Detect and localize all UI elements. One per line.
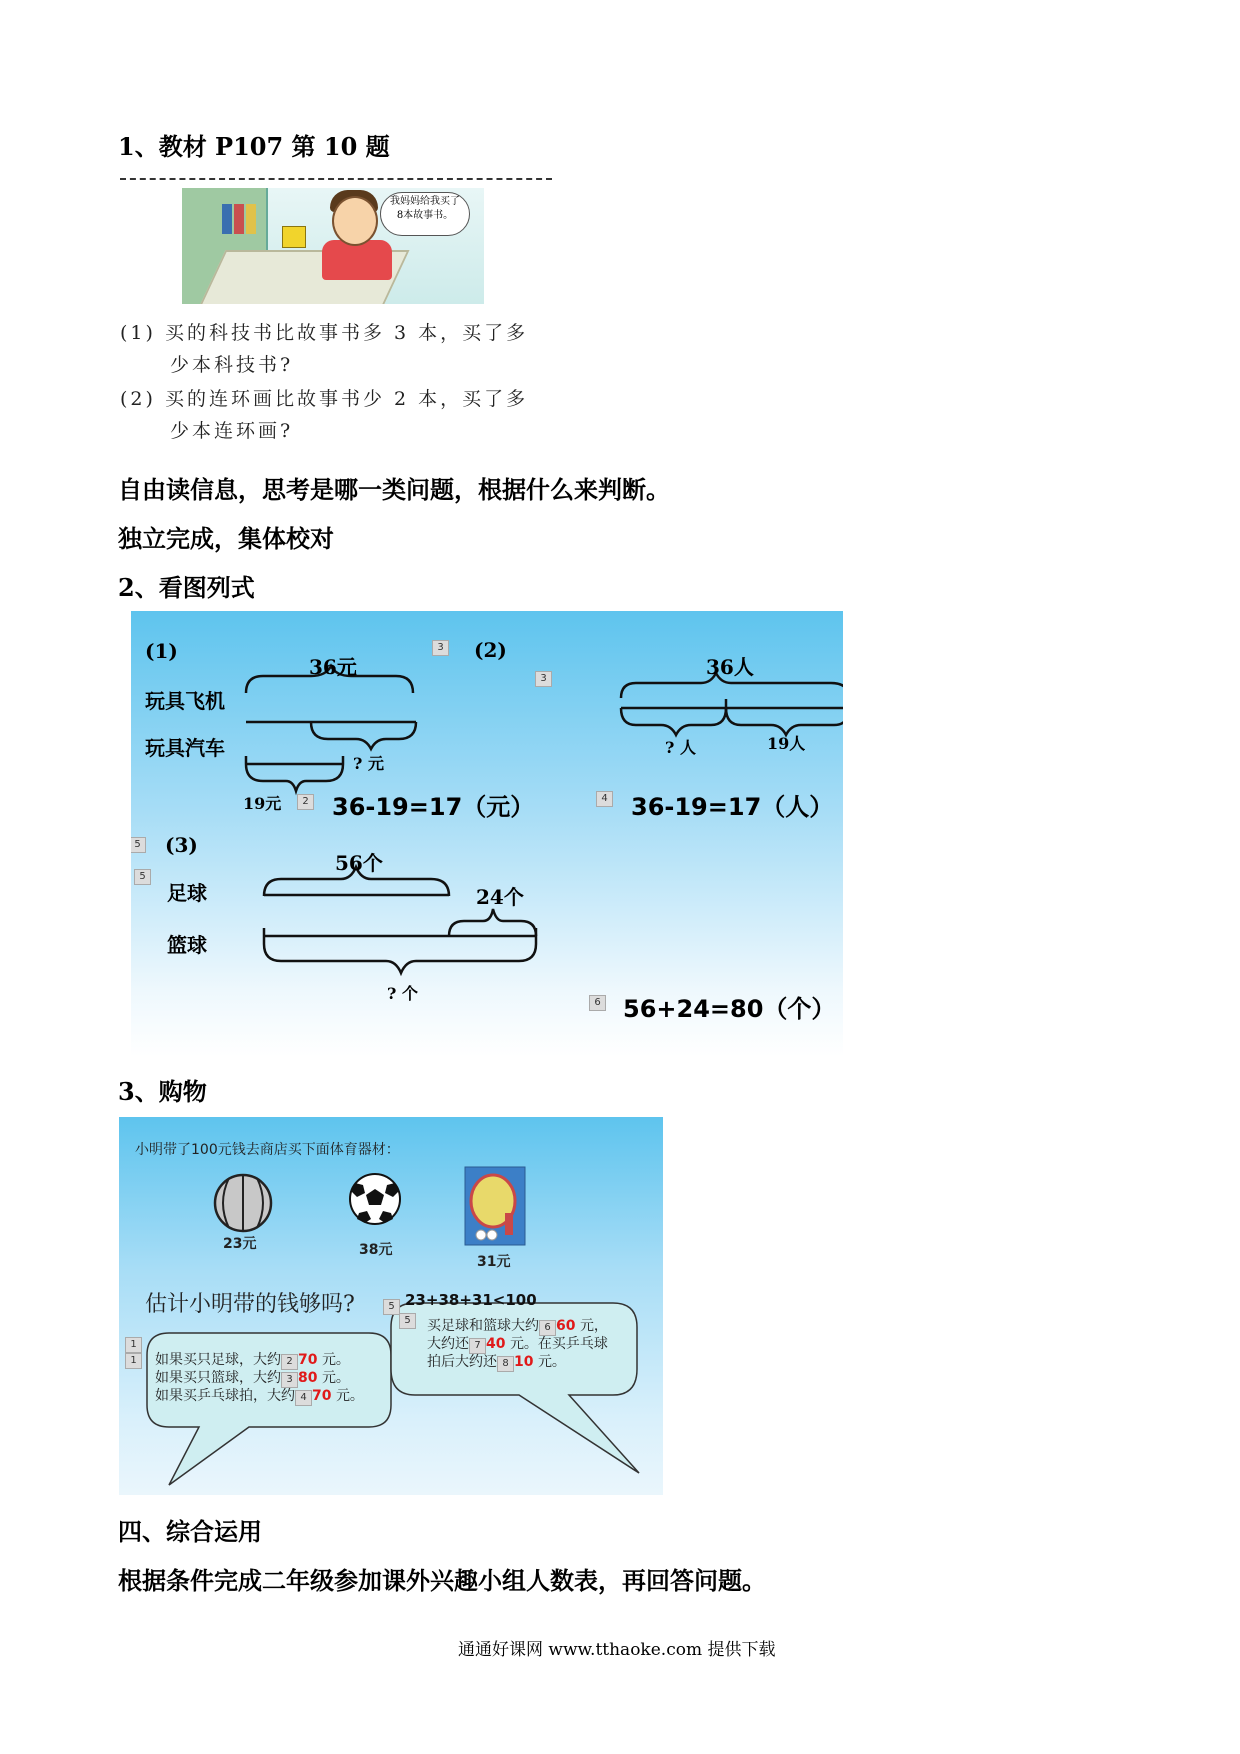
p3-label: (3) — [165, 833, 198, 857]
instruction-read: 自由读信息，思考是哪一类问题，根据什么来判断。 — [118, 475, 670, 504]
p2-total-label: 36人 — [706, 655, 754, 679]
p3-unknown-brace — [264, 944, 536, 973]
boy-face-icon — [332, 196, 378, 246]
paddle-price: 31元 — [477, 1254, 511, 1270]
section-4-title: 四、综合运用 — [118, 1517, 262, 1546]
speech-bubble: 我妈妈给我买了8本故事书。 — [380, 192, 470, 236]
p1-part-label: 19元 — [243, 794, 282, 813]
p1-row-car: 玩具汽车 — [145, 736, 225, 760]
p3-row-basketball: 篮球 — [167, 933, 207, 957]
right-bubble-line-2: 大约还 7 40 元。在买乒乓球 — [427, 1336, 608, 1352]
p1-step-badge: 2 — [297, 794, 314, 810]
p1-unknown-brace — [311, 722, 416, 749]
p3-step-badge-a: 5 — [131, 837, 146, 853]
diagram-figure — [131, 611, 843, 1057]
question-2-line-2: 少本连环画? — [170, 420, 294, 442]
p2-eq-badge: 4 — [596, 791, 613, 807]
p1-equation: 36-19=17（元） — [332, 793, 535, 821]
shopping-figure — [119, 1117, 663, 1495]
section-1-title: 1、教材 P107 第 10 题 — [118, 132, 390, 161]
left-bubble-line-2: 如果买只篮球，大约 3 80 元。 — [155, 1370, 350, 1386]
p2-equation: 36-19=17（人） — [631, 793, 834, 821]
p3-equation: 56+24=80（个） — [623, 995, 836, 1023]
ping-pong-paddle-icon — [465, 1167, 525, 1245]
p2-label: (2) — [474, 638, 507, 662]
p1-unknown-label: ? 元 — [353, 754, 384, 773]
question-2-line-1: (2) 买的连环画比故事书少 2 本，买了多 — [120, 388, 529, 410]
right-bubble-line-3: 拍后大约还 8 10 元。 — [427, 1354, 566, 1370]
boy-at-desk-illustration — [182, 188, 484, 304]
p1-label: (1) — [145, 639, 178, 663]
footer-credit: 通通好课网 www.tthaoke.com 提供下载 — [458, 1640, 776, 1660]
boy-body-icon — [322, 240, 392, 280]
right-bubble-badge-2: 5 — [399, 1313, 416, 1329]
football-price: 38元 — [359, 1242, 393, 1258]
p3-row-football: 足球 — [167, 881, 207, 905]
shopping-caption: 小明带了100元钱去商店买下面体育器材： — [135, 1142, 400, 1158]
section-3-title: 3、购物 — [118, 1077, 207, 1106]
left-bubble-badge-1: 1 — [125, 1337, 142, 1353]
football-icon — [350, 1174, 400, 1224]
p1-part-brace — [246, 764, 343, 791]
p2-step-badge-top: 3 — [432, 640, 449, 656]
left-bubble-badge-2: 1 — [125, 1353, 142, 1369]
p3-eq-badge: 6 — [589, 995, 606, 1011]
estimate-question: 估计小明带的钱够吗? — [145, 1292, 355, 1317]
question-1-line-2: 少本科技书? — [170, 354, 294, 376]
dashed-divider — [120, 178, 552, 180]
right-bubble-badge-1: 5 — [383, 1299, 400, 1315]
p3-part-brace — [449, 909, 536, 936]
p2-unknown-brace — [621, 708, 726, 735]
instruction-table: 根据条件完成二年级参加课外兴趣小组人数表，再回答问题。 — [118, 1566, 766, 1595]
right-bubble-line-1: 买足球和篮球大约 6 60 元， — [427, 1318, 608, 1334]
basketball-icon — [215, 1175, 271, 1231]
p2-part-label: 19人 — [767, 734, 806, 753]
p3-step-badge-b: 5 — [134, 869, 151, 885]
p2-unknown-label: ? 人 — [665, 738, 696, 757]
left-bubble-line-3: 如果买乒乓球拍，大约 4 70 元。 — [155, 1388, 364, 1404]
p1-total-label: 36元 — [309, 655, 357, 679]
p3-unknown-label: ? 个 — [387, 984, 418, 1003]
basketball-price: 23元 — [223, 1236, 257, 1252]
section-2-title: 2、看图列式 — [118, 573, 255, 602]
p1-row-plane: 玩具飞机 — [145, 689, 225, 713]
question-1-line-1: (1) 买的科技书比故事书多 3 本，买了多 — [120, 322, 529, 344]
textbook-figure — [120, 178, 552, 446]
instruction-complete: 独立完成，集体校对 — [118, 524, 334, 553]
p3-part2-label: 24个 — [476, 885, 524, 909]
estimate-equation: 23+38+31<100 — [405, 1291, 537, 1309]
book-icon — [282, 226, 306, 248]
left-bubble-line-1: 如果买只足球，大约 2 70 元。 — [155, 1352, 350, 1368]
p3-part1-label: 56个 — [335, 851, 383, 875]
p2-step-badge: 3 — [535, 671, 552, 687]
